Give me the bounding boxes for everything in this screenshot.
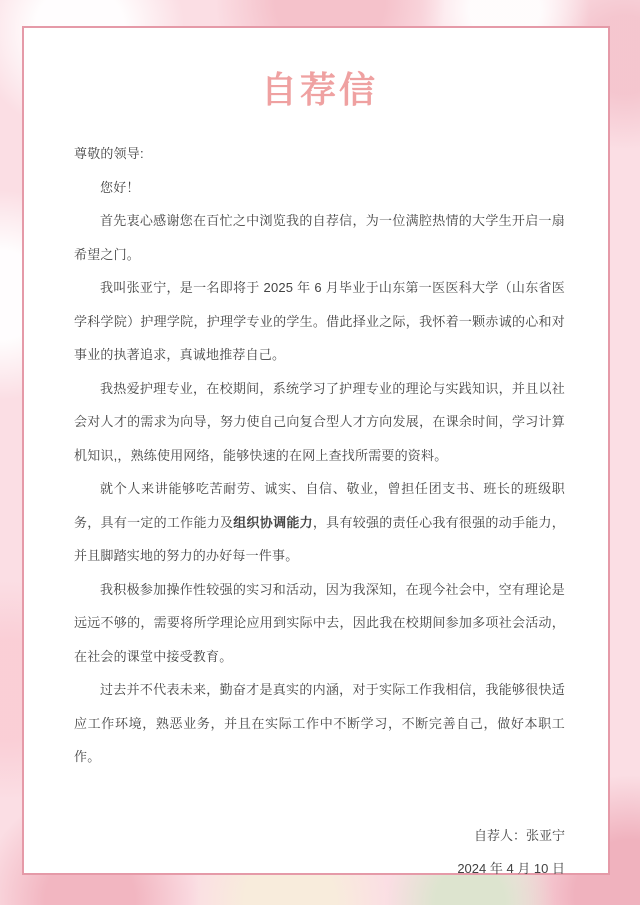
paragraph-4-text-end: ，具有较强的责任心我有很强的动手能力，并且脚踏实地的努力的办好每一件事。 [74,514,565,563]
letter-content [24,28,608,886]
paragraph-4 [74,472,565,573]
paragraph-6: 过去并不代表未来，勤奋才是真实的内涵，对于实际工作我相信，我能够很快适应工作环境，熟恶业务，并且在实际工作中不断学习，不断完善自己，做好本职工作。 [74,682,565,764]
paragraph-1: 首先衷心感谢您在百忙之中浏览我的自荐信，为一位满腔热情的大学生开启一扇希望之门。 [74,213,565,262]
salutation: 尊敬的领导: [74,146,144,161]
signature-date: 2024 年 4 月 10 日 [457,861,565,876]
paragraph-4-bold-phrase: 组织协调能力 [233,514,313,530]
letter-title: 自荐信 [260,69,378,110]
paragraph-4-text: 就个人来讲能够吃苦耐劳、诚实、自信、敬业，曾担任团支书、班长的班级职务，具有一定的工作能力及 [74,481,565,530]
paragraph-2: 我叫张亚宁，是一名即将于 2025 年 6 月毕业于山东第一医医科大学（山东省医学科学院）护理学院，护理学专业的学生。借此择业之际，我怀着一颗赤诚的心和对事业的执著追求，真诚地推荐自己。 [74,280,565,362]
letter-card [22,26,610,875]
paragraph-3: 我热爱护理专业，在校期间，系统学习了护理专业的理论与实践知识，并且以社会对人才的需求为向导，努力使自己向复合型人才方向发展，在课余时间，学习计算机知识,，熟练使用网络，能够快速的在网上查找所需要的资料。 [74,380,565,463]
signature-name: 自荐人：张亚宁 [473,827,565,843]
paragraph-5: 我积极参加操作性较强的实习和活动，因为我深知，在现今社会中，空有理论是远远不够的，需要将所学理论应用到实际中去，因此我在校期间参加多项社会活动，在社会的课堂中接受教育。 [74,581,565,664]
greeting: 您好！ [100,179,140,195]
signature-block [74,819,565,886]
